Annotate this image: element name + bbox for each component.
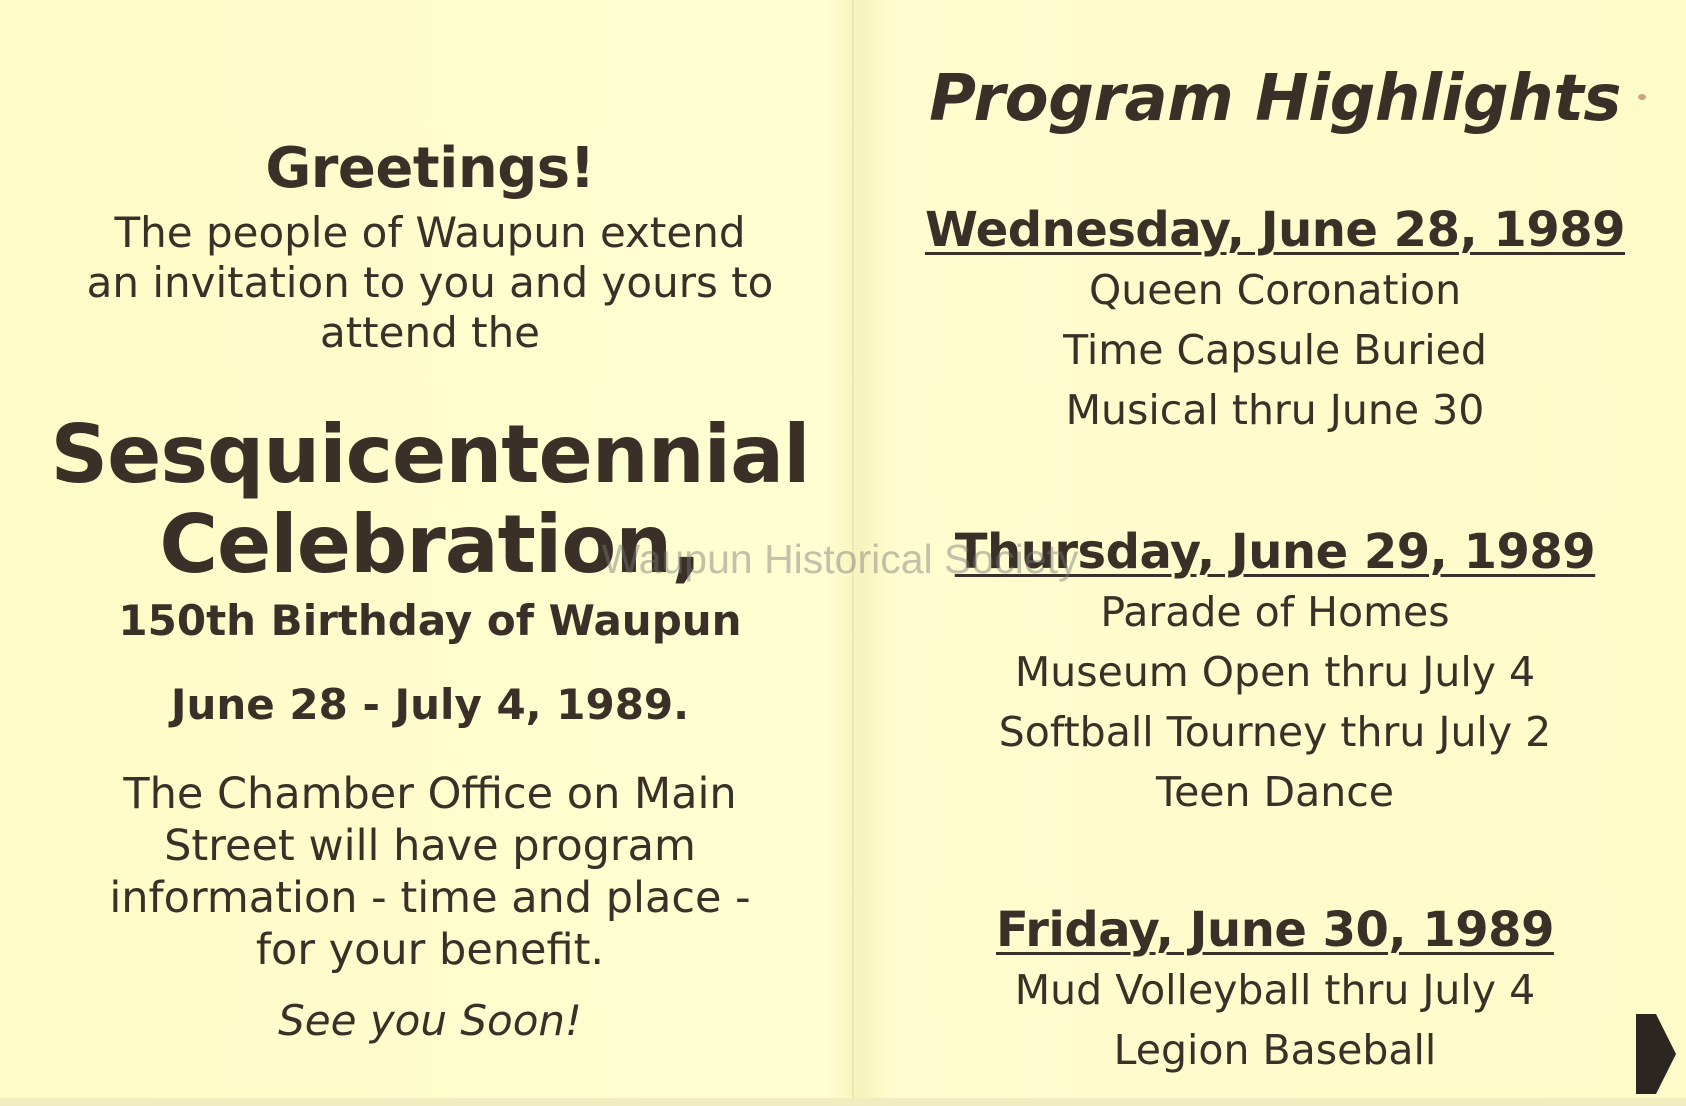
day-section-wednesday [870, 200, 1680, 440]
closing-text: See you Soon! [278, 996, 582, 1045]
event-item: Musical thru June 30 [1065, 386, 1485, 434]
info-line: The Chamber Office on Main [123, 769, 737, 819]
event-item: Teen Dance [1156, 768, 1394, 816]
watermark: Waupun Historical Society [601, 536, 1079, 582]
day-heading: Friday, June 30, 1989 [996, 902, 1554, 958]
event-dates: June 28 - July 4, 1989. [170, 680, 690, 729]
event-item: Parade of Homes [1100, 588, 1450, 636]
info-line: for your benefit. [255, 925, 605, 975]
info-text [20, 768, 840, 976]
event-item: Queen Coronation [1088, 266, 1462, 314]
day-heading: Thursday, June 29, 1989 [954, 524, 1596, 580]
invitation-text [20, 208, 840, 358]
event-item: Mud Volleyball thru July 4 [1014, 966, 1536, 1014]
paper-speck [1638, 94, 1646, 100]
event-title-line: Sesquicentennial [50, 408, 810, 501]
info-line: Street will have program [164, 821, 696, 871]
event-item: Legion Baseball [1113, 1026, 1437, 1074]
event-item: Time Capsule Buried [1063, 326, 1487, 374]
event-item: Softball Tourney thru July 2 [998, 708, 1552, 756]
program-title: Program Highlights [929, 62, 1621, 136]
day-section-friday [870, 900, 1680, 1080]
arrow-right-icon [1632, 1010, 1678, 1098]
event-item: Museum Open thru July 4 [1014, 648, 1536, 696]
invitation-line: an invitation to you and yours to [86, 258, 774, 307]
invitation-line: attend the [319, 308, 541, 357]
event-subtitle: 150th Birthday of Waupun [118, 596, 742, 645]
day-heading: Wednesday, June 28, 1989 [924, 202, 1626, 258]
invitation-line: The people of Waupun extend [114, 208, 746, 257]
event-title-line: Celebration, [159, 498, 701, 591]
greeting-heading: Greetings! [265, 136, 595, 201]
info-line: information - time and place - [109, 873, 751, 923]
